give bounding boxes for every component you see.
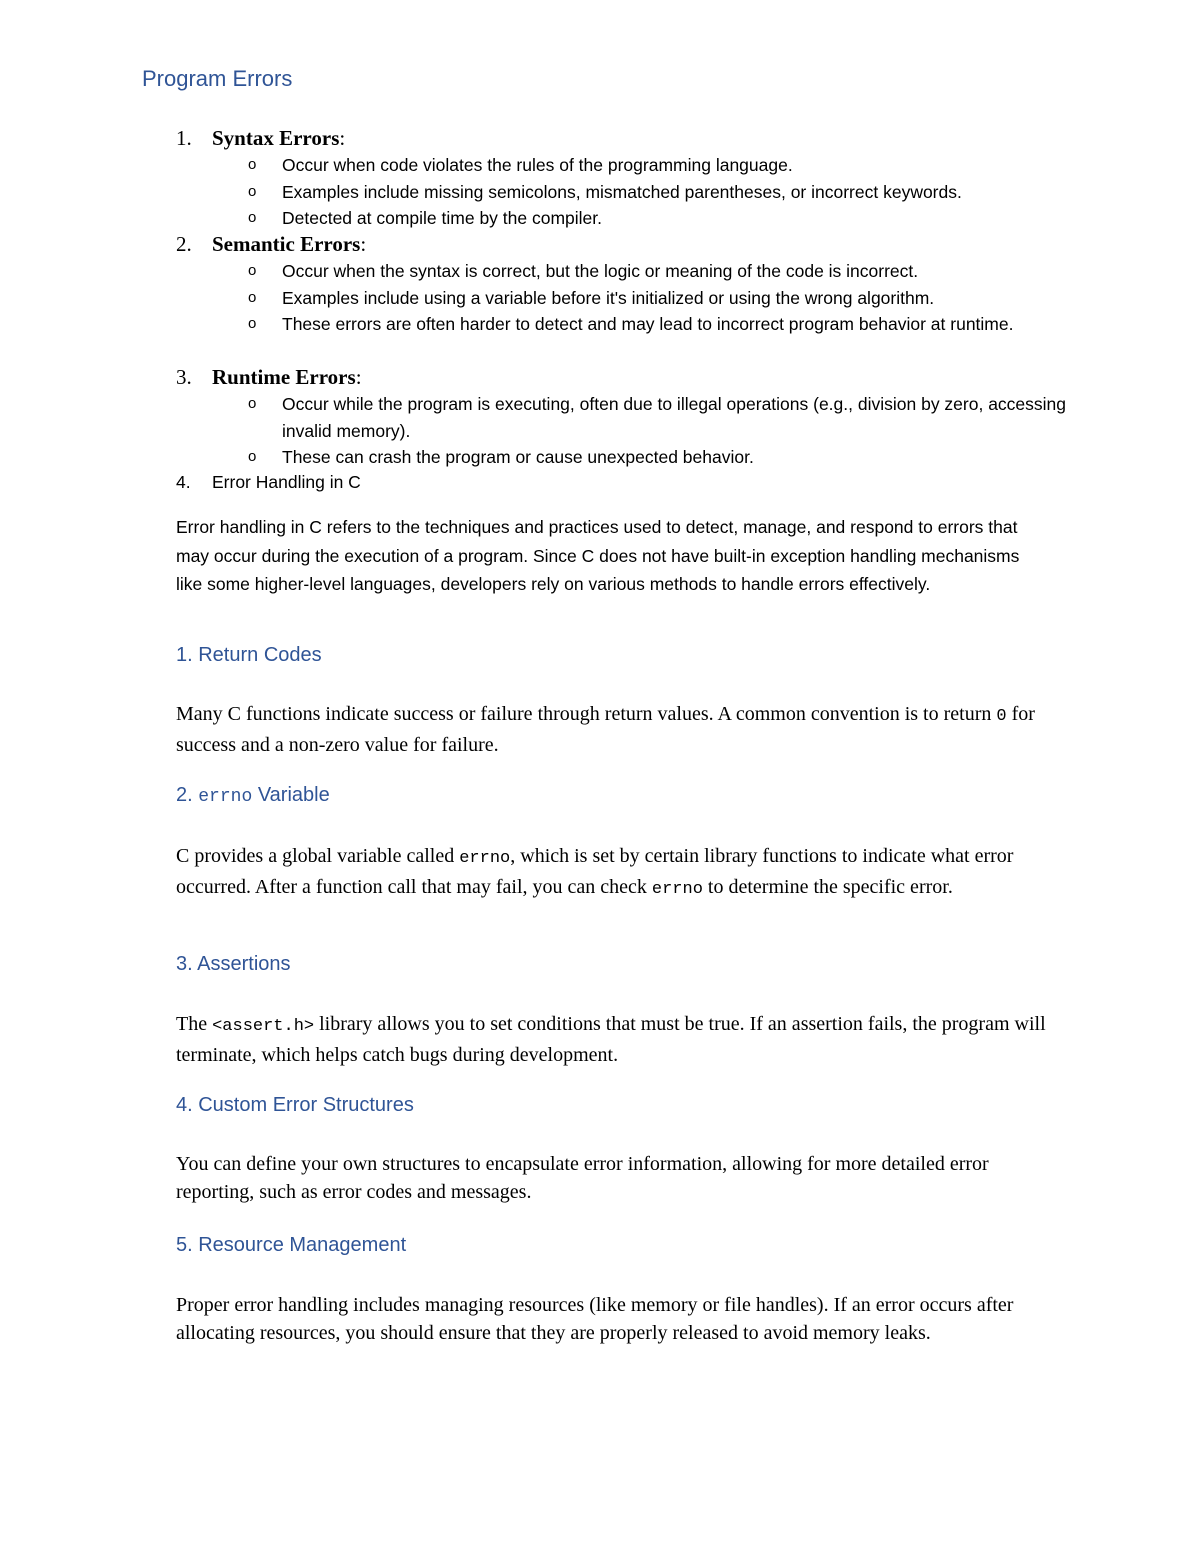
list-item-runtime-errors	[176, 364, 362, 390]
page-title: Program Errors	[142, 66, 293, 91]
list-heading: Syntax Errors	[212, 126, 340, 150]
list-heading-colon: :	[360, 232, 367, 256]
section-paragraph-errno: C provides a global variable called errno, which is set by certain library functions to indicate what error occurred. After a function call that may fail, you can check errno to determine the specific error.	[176, 845, 1014, 899]
list-heading: Runtime Errors	[212, 365, 356, 389]
section-paragraph-assertions: The <assert.h> library allows you to set conditions that must be true. If an assertion fails, the program will terminate, which helps catch bugs during development.	[176, 1013, 1046, 1066]
list-item: o These can crash the program or cause unexpected behavior.	[248, 444, 1068, 471]
list-item: o Detected at compile time by the compiler.	[248, 205, 1068, 232]
list-item: o Occur when code violates the rules of the programming language.	[248, 152, 1068, 179]
inline-code: errno	[651, 880, 703, 899]
section-heading-errno: 2. errno Variable	[176, 784, 330, 807]
inline-code: <assert.h>	[212, 1017, 315, 1036]
section-heading-return-codes: 1. Return Codes	[176, 644, 322, 666]
list-item-error-handling	[176, 469, 361, 495]
inline-code: errno	[198, 787, 253, 807]
section-paragraph-resource-management: Proper error handling includes managing resources (like memory or file handles). If an error occurs after allocating resources, you should ensure that they are properly released to avoid memory leaks.	[176, 1294, 1014, 1344]
inline-code: errno	[459, 849, 511, 868]
list-item: o Examples include missing semicolons, mismatched parentheses, or incorrect keywords.	[248, 179, 1068, 206]
list-heading-colon: :	[339, 126, 346, 150]
list-number: 1.	[176, 126, 192, 150]
list-number: 2.	[176, 232, 192, 256]
list-item: o These errors are often harder to detect and may lead to incorrect program behavior at runtime.	[248, 311, 1068, 338]
list-item: o Occur when the syntax is correct, but the logic or meaning of the code is incorrect.	[248, 258, 1068, 285]
section-heading-custom-error-structures: 4. Custom Error Structures	[176, 1094, 414, 1116]
syntax-errors-bullets	[248, 152, 1068, 232]
inline-code: 0	[996, 707, 1007, 726]
bullet-marker: o	[248, 395, 257, 412]
section-heading-resource-management: 5. Resource Management	[176, 1234, 407, 1256]
section-paragraph-return-codes: Many C functions indicate success or failure through return values. A common convention is to return 0 for success and a non-zero value for failure.	[176, 703, 1035, 756]
section-paragraph-custom-error-structures: You can define your own structures to encapsulate error information, allowing for more detailed error reporting, such as error codes and messages.	[176, 1153, 989, 1203]
bullet-marker: o	[248, 182, 257, 200]
intro-paragraph: Error handling in C refers to the techniques and practices used to detect, manage, and respond to errors that may occur during the execution of a program. Since C does not have built-in exception handling mechanisms like some higher-level languages, developers rely on various methods to handle errors effectively.	[176, 517, 1020, 594]
list-item-semantic-errors	[176, 231, 366, 257]
list-number: 3.	[176, 365, 192, 389]
list-heading: Semantic Errors	[212, 232, 361, 256]
list-item-syntax-errors	[176, 125, 345, 151]
bullet-marker: o	[248, 156, 257, 173]
semantic-errors-bullets	[248, 258, 1068, 338]
runtime-errors-bullets	[248, 391, 1068, 471]
bullet-marker: o	[248, 448, 257, 465]
list-heading-colon: :	[355, 365, 362, 389]
bullet-marker: o	[248, 288, 257, 306]
section-heading-assertions: 3. Assertions	[176, 953, 291, 975]
list-item: o Occur while the program is executing, often due to illegal operations (e.g., division by zero, accessing invalid memory).	[248, 391, 1068, 444]
bullet-marker: o	[248, 315, 257, 332]
bullet-marker: o	[248, 262, 257, 279]
bullet-marker: o	[248, 209, 257, 226]
list-heading: Error Handling in C	[212, 472, 361, 492]
list-item: o Examples include using a variable before it's initialized or using the wrong algorithm.	[248, 285, 1068, 312]
list-number: 4.	[176, 472, 191, 492]
